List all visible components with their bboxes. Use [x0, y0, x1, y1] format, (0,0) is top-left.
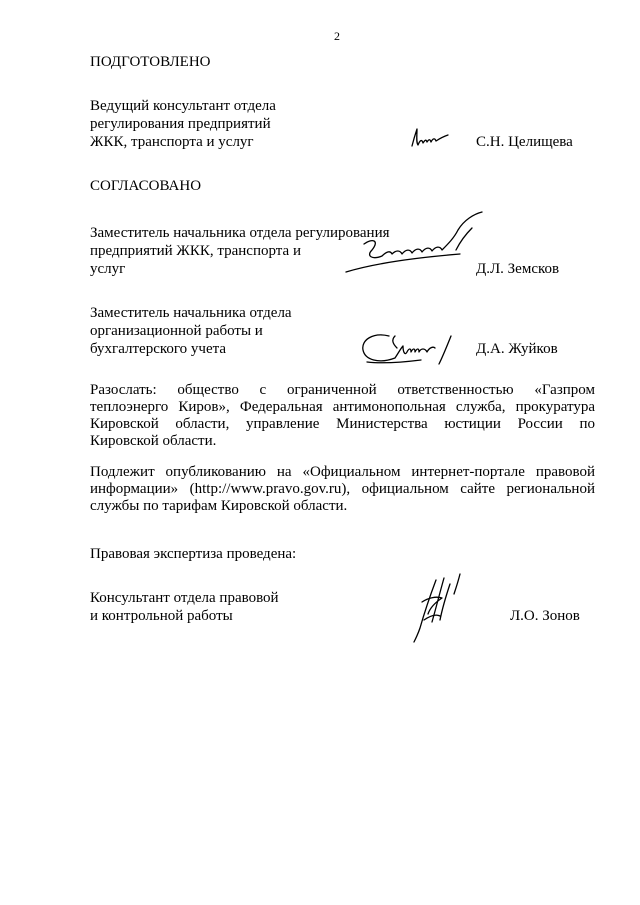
- signer-1-position-line: Заместитель начальника отдела регулирования: [90, 225, 390, 241]
- distribution-line: Разослать: общество с ограниченной ответственностью «Газпром: [90, 382, 595, 398]
- distribution-line: Кировской области.: [90, 433, 217, 449]
- prepared-name: С.Н. Целищева: [476, 134, 573, 150]
- distribution-line: Кировской области, управление Министерства юстиции России по: [90, 416, 595, 432]
- signer-2-position-line: Заместитель начальника отдела: [90, 305, 292, 321]
- legal-review-position-line: Консультант отдела правовой: [90, 590, 279, 606]
- signature-zhuykov: [355, 322, 475, 368]
- signature-zonov: [400, 568, 480, 648]
- signature-tselishcheva: [408, 124, 458, 154]
- signer-1-name: Д.Л. Земсков: [476, 261, 560, 277]
- distribution-line: теплоэнерго Киров», Федеральная антимонопольная служба, прокуратура: [90, 399, 595, 415]
- prepared-position-line: ЖКК, транспорта и услуг: [90, 134, 254, 150]
- legal-review-name: Л.О. Зонов: [510, 608, 580, 624]
- agreed-heading: СОГЛАСОВАНО: [90, 178, 202, 194]
- distribution-paragraph: [90, 382, 595, 450]
- prepared-heading: ПОДГОТОВЛЕНО: [90, 54, 211, 70]
- signer-1-position-line: услуг: [90, 261, 126, 277]
- prepared-position-line: регулирования предприятий: [90, 116, 271, 132]
- signer-2-position-line: бухгалтерского учета: [90, 341, 227, 357]
- signer-2-position-line: организационной работы и: [90, 323, 263, 339]
- page-number: 2: [334, 29, 340, 43]
- signer-2-name: Д.А. Жуйков: [476, 341, 558, 357]
- signature-zemskov: [342, 206, 492, 280]
- publication-line: службы по тарифам Кировской области.: [90, 498, 348, 514]
- publication-line: информации» (http://www.pravo.gov.ru), официальном сайте региональной: [90, 481, 595, 497]
- prepared-position-line: Ведущий консультант отдела: [90, 98, 276, 114]
- legal-review-position-line: и контрольной работы: [90, 608, 233, 624]
- publication-paragraph: [90, 464, 595, 515]
- signer-1-position-line: предприятий ЖКК, транспорта и: [90, 243, 301, 259]
- legal-review-text: Правовая экспертиза проведена:: [90, 546, 297, 562]
- publication-line: Подлежит опубликованию на «Официальном интернет-портале правовой: [90, 464, 595, 480]
